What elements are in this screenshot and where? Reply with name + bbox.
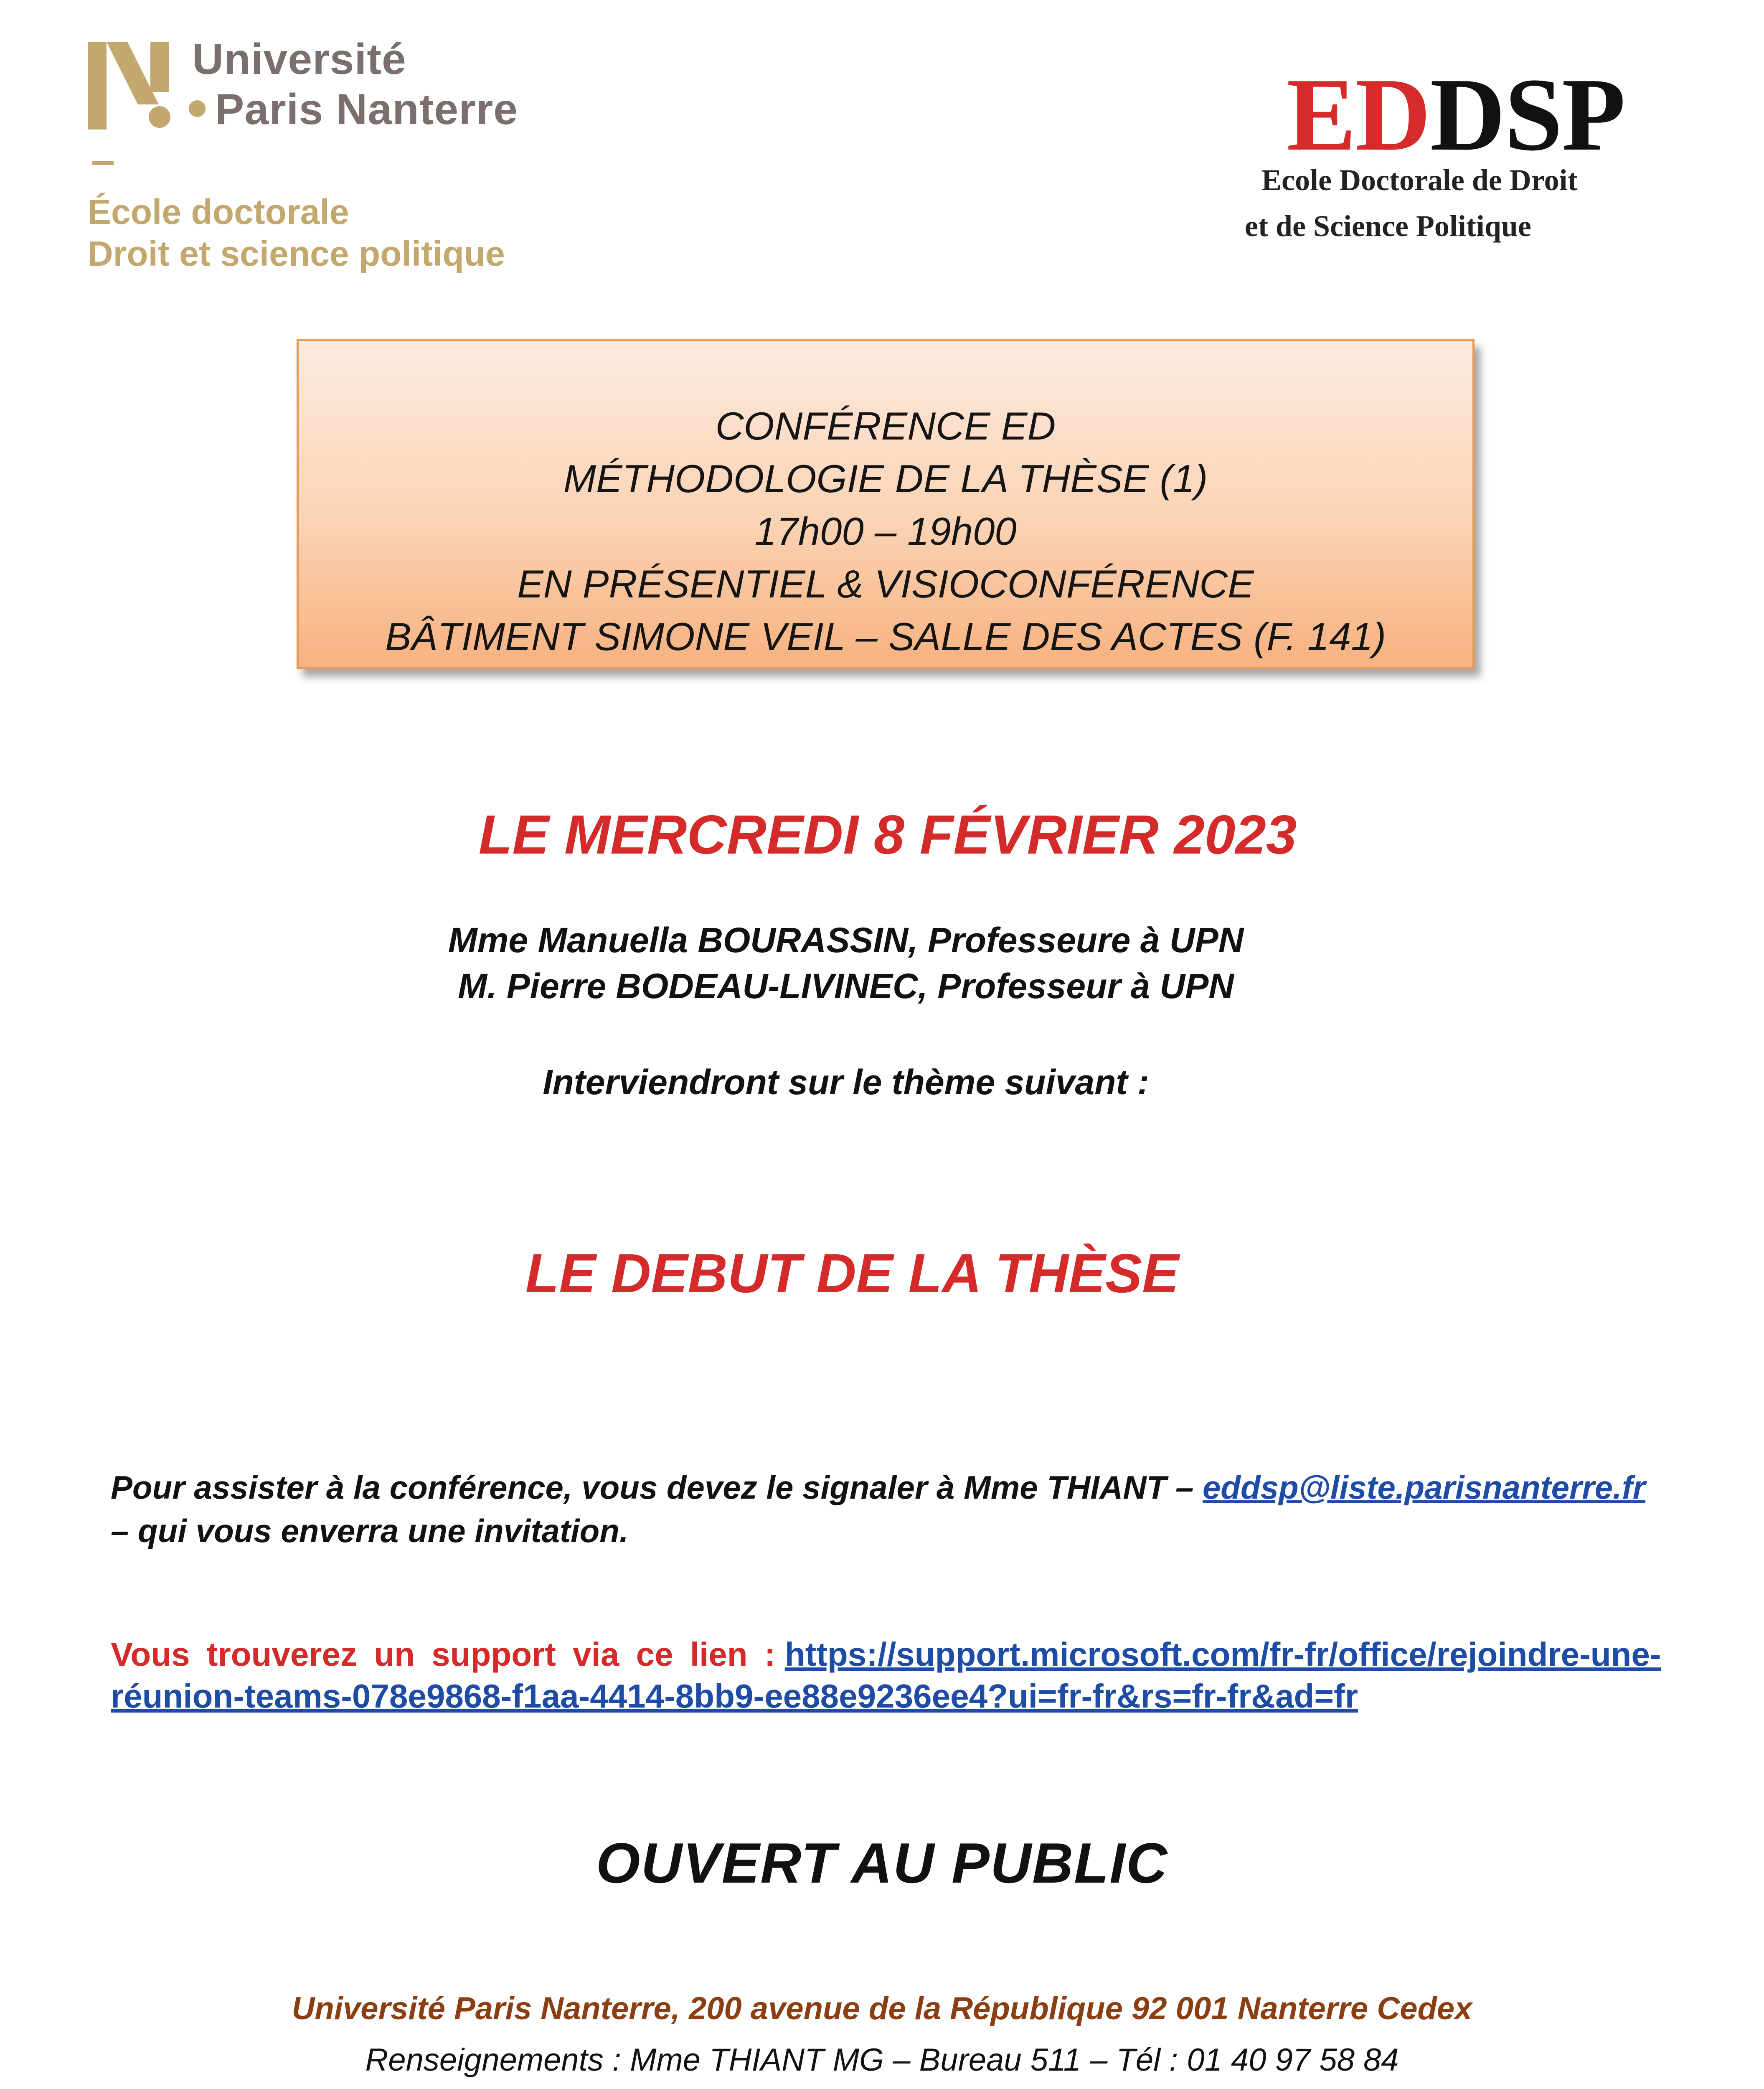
upn-dot-icon — [189, 100, 206, 117]
upn-name-line2 — [192, 85, 518, 134]
conference-title: CONFÉRENCE ED — [715, 404, 1056, 448]
logo-divider — [92, 161, 114, 165]
eddsp-letter-e: E — [1287, 57, 1355, 173]
conference-format: EN PRÉSENTIEL & VISIOCONFÉRENCE — [517, 562, 1254, 606]
registration-email-link[interactable]: eddsp@liste.parisnanterre.fr — [1203, 1469, 1646, 1506]
ecole-doctorale-line2: Droit et science politique — [88, 234, 505, 273]
eddsp-logo — [1245, 57, 1654, 259]
upn-name-line2-text: Paris Nanterre — [215, 85, 518, 134]
conference-info-lines — [299, 400, 1472, 663]
theme-title: LE DEBUT DE LA THÈSE — [525, 1243, 1179, 1304]
intervene-text: Interviendront sur le thème suivant : — [543, 1062, 1149, 1102]
universite-paris-nanterre-logo — [88, 33, 568, 284]
registration-text-after: – qui vous enverra une invitation. — [111, 1512, 629, 1549]
speaker-2: M. Pierre BODEAU-LIVINEC, Professeur à UPN — [458, 966, 1234, 1006]
speaker-1: Mme Manuella BOURASSIN, Professeure à UPN — [448, 920, 1244, 960]
support-label: Vous trouverez un support via ce lien : — [111, 1636, 776, 1673]
eddsp-letter-s: S — [1504, 57, 1562, 173]
ecole-doctorale-line1: École doctorale — [88, 192, 349, 231]
footer-contact-info: Renseignements : Mme THIANT MG – Bureau 511 – Tél : 01 40 97 58 84 — [365, 2042, 1399, 2078]
eddsp-letter-d1: D — [1355, 57, 1430, 173]
support-paragraph — [111, 1634, 1669, 1717]
conference-info-box — [297, 339, 1475, 669]
eddsp-wordmark — [1287, 57, 1625, 173]
support-url-link[interactable]: https://support.microsoft.com/fr-fr/office/rejoindre-une-réunion-teams-078e9868-f1aa-4414-8bb9-ee88e9236ee4?ui=fr-fr&rs=fr-fr&ad=fr — [111, 1636, 1661, 1715]
conference-time: 17h00 – 19h00 — [754, 509, 1017, 553]
eddsp-letter-p: P — [1561, 57, 1625, 173]
open-to-public-heading: OUVERT AU PUBLIC — [596, 1831, 1168, 1895]
conference-location: BÂTIMENT SIMONE VEIL – SALLE DES ACTES (F. 141) — [385, 615, 1386, 658]
conference-subtitle: MÉTHODOLOGIE DE LA THÈSE (1) — [563, 457, 1208, 501]
registration-text-before: Pour assister à la conférence, vous devez le signaler à Mme THIANT – — [111, 1469, 1203, 1506]
eddsp-subtitle-line1: Ecole Doctorale de Droit — [1261, 163, 1578, 197]
footer-address: Université Paris Nanterre, 200 avenue de la République 92 001 Nanterre Cedex — [292, 1991, 1472, 2026]
upn-n-mark-icon — [88, 42, 184, 130]
registration-paragraph — [111, 1466, 1665, 1553]
event-date: LE MERCREDI 8 FÉVRIER 2023 — [478, 804, 1297, 865]
eddsp-letter-d2: D — [1430, 57, 1505, 173]
upn-name-line1: Université — [192, 35, 406, 84]
eddsp-subtitle-line2: et de Science Politique — [1245, 209, 1531, 243]
